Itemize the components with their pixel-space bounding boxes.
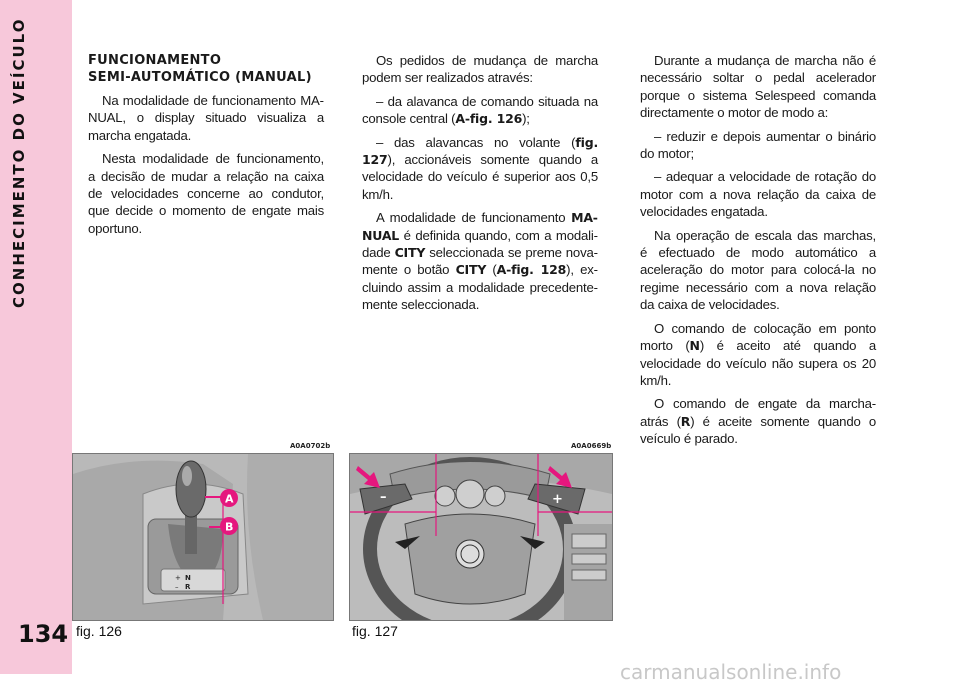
mode-name: CITY xyxy=(394,245,426,261)
section-title: CONHECIMENTO DO VEÍCULO xyxy=(10,18,28,309)
text-column-2 xyxy=(362,52,598,320)
section-heading: FUNCIONAMENTO SEMI-AUTOMÁTICO (MANUAL) xyxy=(88,53,312,85)
paragraph: Na operação de escala das marchas, é efectuado de modo automático a aceleração do motor para colocá-la no regime necessário com a nova relação da caixa de velocidades. xyxy=(640,227,876,313)
paragraph: – da alavanca de comando situada na console central (A-fig. 126); xyxy=(362,93,598,127)
gate-r: R xyxy=(185,583,191,591)
figure-code: A0A0702b xyxy=(290,442,331,450)
paragraph: Os pedidos de mudança de marcha podem ser realizados através: xyxy=(362,53,598,86)
figure-code: A0A0669b xyxy=(571,442,612,450)
text-column-1 xyxy=(88,52,324,243)
figure-127 xyxy=(349,453,613,621)
gate-plus: + xyxy=(175,574,181,582)
paragraph: O comando de engate da marcha-atrás (R) é aceite somente quando o veículo é parado. xyxy=(640,396,876,447)
paragraph: O comando de colocação em ponto morto (N) é aceito até quando a velocidade do veículo não supera os 20 km/h. xyxy=(640,320,876,388)
gear-letter: R xyxy=(680,413,691,429)
paragraph: Durante a mudança de marcha não é necessário soltar o pedal acelerador porque o sistema Selespeed comanda directamente o motor de modo a: xyxy=(640,53,876,121)
callout-a-label: A xyxy=(225,492,234,506)
gate-minus: – xyxy=(175,583,179,591)
callout-b-label: B xyxy=(225,520,234,534)
gate-n: N xyxy=(185,574,191,582)
figure-reference: A-fig. 126 xyxy=(455,111,523,127)
figure-caption: fig. 126 xyxy=(76,623,122,639)
gear-lever-illustration xyxy=(73,454,333,620)
paragraph: – das alavancas no volante (fig. 127), accionáveis somente quando a velocidade do veículo é superior aos 0,5 km/h. xyxy=(362,134,598,202)
gear-letter: N xyxy=(689,338,700,354)
paragraph: Nesta modalidade de funcionamento, a decisão de mudar a relação na caixa de velocidades concerne ao condutor, que decide o momento de engate mais oportuno. xyxy=(88,151,324,236)
button-name: CITY xyxy=(455,262,487,278)
paragraph: – adequar a velocidade de rotação do motor com a nova relação da caixa de velocidades engatada. xyxy=(640,169,876,220)
paragraph: Na modalidade de funcionamento MANUAL, o display situado visualiza a marcha engatada. xyxy=(88,93,324,143)
page-number: 134 xyxy=(18,620,69,648)
paragraph: A modalidade de funcionamento MANUAL é definida quando, com a modalidade CITY seleccionada se preme novamente o botão CITY (A-fig. 128), excluindo assim a modalidade precedentemente seleccionada. xyxy=(362,210,599,313)
figure-126 xyxy=(72,453,334,621)
text-column-3 xyxy=(640,52,876,454)
steering-wheel-illustration xyxy=(350,454,612,620)
paragraph: – reduzir e depois aumentar o binário do motor; xyxy=(640,128,876,162)
watermark: carmanualsonline.info xyxy=(620,660,842,684)
paddle-plus-label: + xyxy=(552,492,563,507)
figure-caption: fig. 127 xyxy=(352,623,398,639)
figure-reference: A-fig. 128 xyxy=(496,262,567,278)
figure-reference: fig. 127 xyxy=(362,134,598,168)
paddle-minus-label: – xyxy=(380,490,387,505)
mode-name: MANUAL xyxy=(362,210,598,243)
